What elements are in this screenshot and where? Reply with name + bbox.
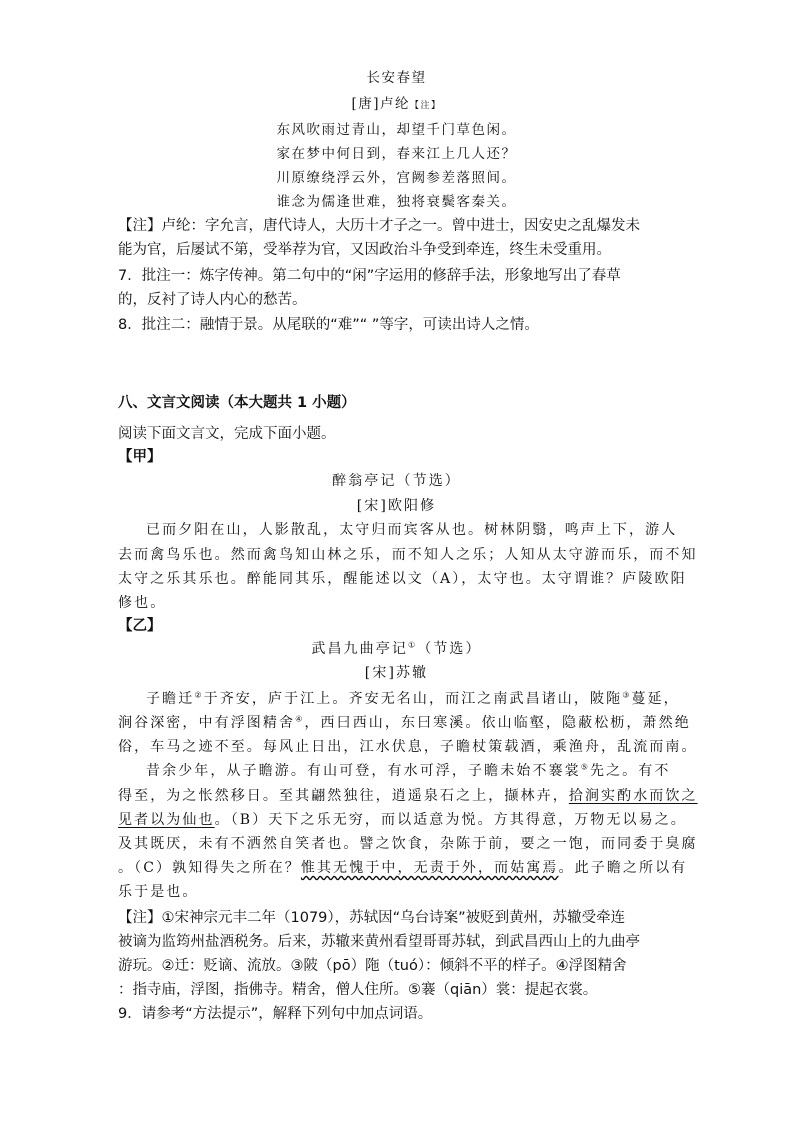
footnote-mark: ④ — [295, 714, 305, 724]
yi-p2-line-6: 乐于是也。 — [118, 884, 199, 900]
jia-text-line-1: 已而夕阳在山，人影散乱，太守归而宾客从也。树林阴翳，鸣声上下，游人 — [146, 522, 678, 538]
underlined-sentence: 见者以为仙也 — [118, 812, 215, 828]
question-7-line-2: 的，反衬了诗人内心的愁苦。 — [118, 292, 307, 308]
underlined-sentence: 拾涧实酌水而饮之 — [568, 788, 698, 804]
yi-p2-line-4: 及其既厌，未有不洒然自笑者也。譬之饮食，杂陈于前，要之一饱，而同委于臭腐 — [118, 836, 698, 852]
poem-note-line-1: 【注】卢纶：字允言，唐代诗人，大历十才子之一。曾中进士，因安史之乱爆发未 — [118, 218, 640, 234]
yi-p1-line-2 — [118, 712, 691, 732]
poem-line-2: 家在梦中何日到，春来江上几人还？ — [276, 146, 517, 162]
jia-label: 【甲】 — [118, 449, 162, 465]
yi-note-line-3: 游玩。②迁：贬谪、流放。③陂（pō）陁（tuó）：倾斜不平的样子。④浮图精舍 — [118, 958, 627, 974]
poem-line-3: 川原缭绕浮云外，宫阙参差落照间。 — [276, 170, 517, 186]
yi-p2-text: 昔余少年，从子瞻游。有山可登，有水可浮，子瞻未始不褰裳 — [146, 763, 581, 779]
yi-note-line-2: 被谪为监筠州盐酒税务。后来，苏辙来黄州看望哥哥苏轼，到武昌西山上的九曲亭 — [118, 934, 640, 950]
yi-p2-text: 先之。有不 — [589, 763, 671, 779]
yi-title-footnote-mark: ① — [407, 640, 418, 650]
yi-p1-line-1 — [146, 688, 680, 708]
poem-title: 长安春望 — [366, 70, 427, 86]
poem-author — [0, 92, 793, 112]
poem-author-note-mark: 【注】 — [410, 101, 442, 111]
yi-p1-text: 蔓延， — [631, 691, 680, 707]
yi-p2-line-3 — [118, 809, 687, 829]
yi-p1-text: 子瞻迁 — [146, 691, 195, 707]
poem-author-name: [唐]卢纶 — [351, 96, 411, 112]
section-instruction: 阅读下面文言文，完成下面小题。 — [118, 426, 336, 442]
yi-p1-line-3: 俗，车马之迹不至。每风止日出，江水伏息，子瞻杖策载酒，乘渔舟，乱流而南。 — [118, 739, 698, 755]
poem-note-line-2: 能为官，后屡试不第，受举荐为官，又因政治斗争受到牵连，终生未受重用。 — [118, 242, 611, 258]
jia-text-line-2: 去而禽鸟乐也。然而禽鸟知山林之乐，而不知人之乐；人知从太守游而乐，而不知 — [118, 547, 698, 563]
jia-title: 醉翁亭记（节选） — [332, 473, 461, 489]
poem-line-4: 谁念为儒逢世难，独将衰鬓客秦关。 — [276, 194, 517, 210]
jia-author: [宋]欧阳修 — [356, 498, 437, 514]
footnote-mark: ⑤ — [580, 762, 590, 772]
question-7-line-1: 7．批注一：炼字传神。第二句中的“闲”字运用的修辞手法，形象地写出了春草 — [118, 268, 621, 284]
yi-label: 【乙】 — [118, 618, 162, 634]
yi-p2-text: 。此子瞻之所以有 — [558, 860, 688, 876]
yi-p1-text: 于齐安，庐于江上。齐安无名山，而江之南武昌诸山，陂陁 — [203, 691, 623, 707]
jia-text-line-3: 太守之乐其乐也。醉能同其乐，醒能述以文（A），太守也。太守谓谁？庐陵欧阳 — [118, 571, 687, 587]
yi-p2-text: 。（C）孰知得失之所在？ — [118, 860, 301, 876]
yi-title-text: 武昌九曲亭记 — [311, 641, 408, 657]
yi-author: [宋]苏辙 — [364, 665, 429, 681]
footnote-mark: ② — [194, 690, 204, 700]
yi-p2-line-1 — [146, 760, 670, 780]
yi-title-suffix: （节选） — [417, 641, 482, 657]
yi-p2-text: 得至，为之怅然移日。至其翩然独往，逍遥泉石之上，撷林卉， — [118, 788, 569, 804]
yi-p2-line-5 — [118, 857, 687, 877]
footnote-mark: ③ — [622, 690, 632, 700]
poem-line-1: 东风吹雨过青山，却望千门草色闲。 — [276, 122, 517, 138]
yi-p2-line-2 — [118, 785, 698, 805]
yi-note-line-1: 【注】①宋神宗元丰二年（1079），苏轼因“乌台诗案”被贬到黄州，苏辙受牵连 — [118, 910, 626, 926]
yi-p2-text: 。（B）天下之乐无穷，而以适意为悦。方其得意，万物无以易之。 — [214, 812, 687, 828]
section-heading: 八、文言文阅读（本大题共 1 小题） — [118, 395, 356, 411]
question-9: 9．请参考“方法提示”，解释下列句中加点词语。 — [118, 1006, 433, 1022]
jia-text-line-4: 修也。 — [118, 595, 167, 611]
yi-p1-text: 涧谷深密，中有浮图精舍 — [118, 715, 296, 731]
question-8: 8．批注二：融情于景。从尾联的“难”“ ”等字，可读出诗人之情。 — [118, 317, 539, 333]
wavy-underlined-sentence: 惟其无愧于中，无责于外，而姑寓焉 — [300, 860, 559, 876]
yi-note-line-4: ：指寺庙，浮图，指佛寺。精舍，僧人住所。⑤褰（qiān）裳：提起衣裳。 — [118, 982, 598, 998]
yi-title — [0, 638, 793, 658]
yi-p1-text: ，西曰西山，东曰寒溪。依山临壑，隐蔽松枥，萧然绝 — [304, 715, 691, 731]
